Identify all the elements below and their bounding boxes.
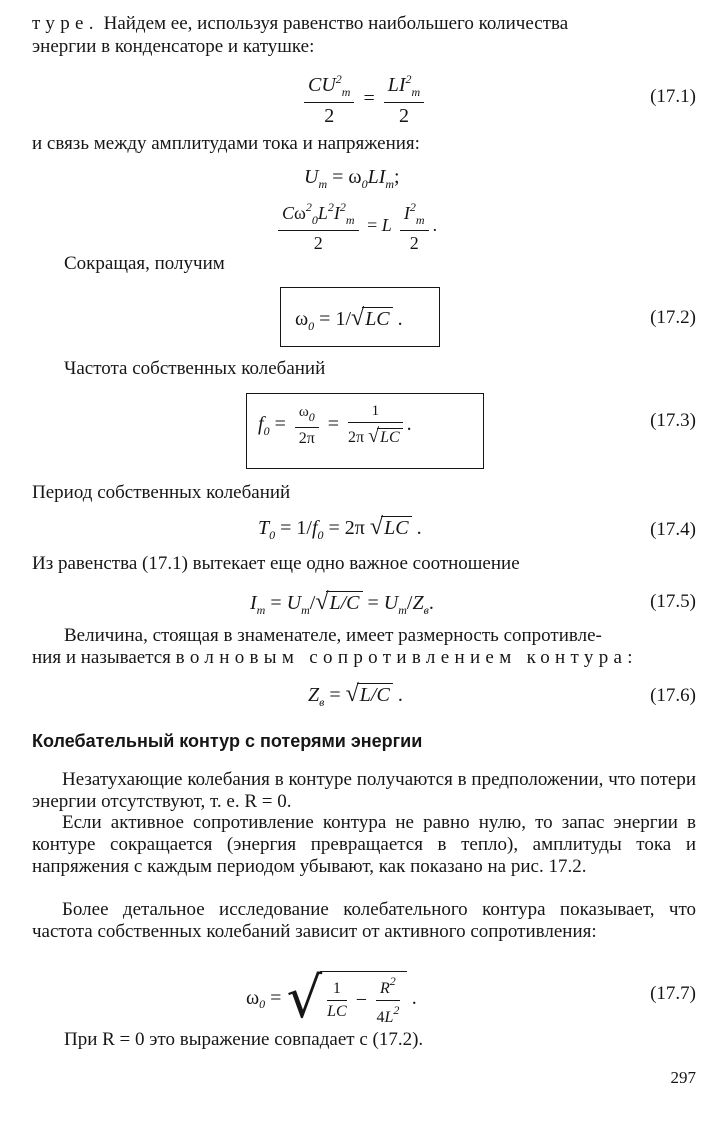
fraction-1-2pi-sqrt: $\frac{1}{2\pi √LC}$ xyxy=(348,403,403,448)
equation-um: $U_m = \omega_0LI_m$; xyxy=(304,166,400,191)
reducing-text: Сокращая, получим xyxy=(64,253,225,274)
natural-period-text: Период собственных колебаний xyxy=(32,482,291,503)
equation-17-7: $\omega_0$ = √ $\frac{1}{LC}$ − $\frac{R^2}{4L^2}$ . xyxy=(246,966,417,1031)
equation-17-5: $I_m = U_m/√L/C = U_m/Z_в$. xyxy=(250,589,434,617)
equation-17-4-number: (17.4) xyxy=(650,519,696,540)
equation-17-3-number: (17.3) xyxy=(650,410,696,431)
intro-line-1-start: туре. xyxy=(32,13,99,34)
fraction-cu2: $\frac{CU^2_m}{2}$ xyxy=(304,72,354,128)
equation-17-3: $f_0$ = $\frac{\omega_0}{2\pi}$ = $\frac{1}{2\pi √LC}$ . xyxy=(258,403,412,447)
natural-freq-text: Частота собственных колебаний xyxy=(64,358,326,379)
relation-text: и связь между амплитудами тока и напряжения: xyxy=(32,133,420,154)
intro-line-2: энергии в конденсаторе и катушке: xyxy=(32,36,315,57)
intro-line-1 xyxy=(32,13,568,35)
fraction-li2: $\frac{LI^2_m}{2}$ xyxy=(384,72,424,128)
closing-text: При R = 0 это выражение совпадает с (17.2). xyxy=(64,1029,424,1050)
equation-17-4: $T_0 = 1/f_0 = 2\pi$ √LC . xyxy=(258,514,422,542)
fraction-im2: $\frac{I^2_m}{2}$ xyxy=(400,200,429,254)
magnitude-text-2 xyxy=(32,647,638,669)
fraction-cw0l2: $\frac{C\omega^2_0L^2I^2_m}{2}$ xyxy=(278,200,359,254)
equation-17-7-number: (17.7) xyxy=(650,983,696,1004)
fraction-w0-2pi: $\frac{\omega_0}{2\pi}$ xyxy=(295,404,319,448)
section-heading: Колебательный контур с потерями энергии xyxy=(32,731,423,751)
paragraph-undamped xyxy=(32,769,696,813)
paragraph-undamped-text: Незатухающие колебания в контуре получаются в предположении, что потери энергии отсутствуют, т. е. R = 0. xyxy=(32,769,696,812)
wave-resistance-term: волновым сопротивлением контура: xyxy=(175,647,638,668)
magnitude-text-1: Величина, стоящая в знаменателе, имеет размерность сопротивле- xyxy=(64,625,602,646)
equation-17-1: $\frac{CU^2_m}{2}$ = $\frac{LI^2_m}{2}$ xyxy=(300,72,428,128)
paragraph-resistance xyxy=(32,812,696,878)
equation-17-6: $Z_в = √L/C$ . xyxy=(308,681,403,709)
equation-17-1-number: (17.1) xyxy=(650,86,696,107)
intro-line-1-rest: Найдем ее, используя равенство наибольшего количества xyxy=(98,13,569,34)
magnitude-text-2-start: ния и называется xyxy=(32,647,176,668)
paragraph-detailed-text: Более детальное исследование колебательного контура показывает, что частота собственных колебаний зависит от активного сопротивления: xyxy=(32,899,696,942)
equation-energy-balance: $\frac{C\omega^2_0L^2I^2_m}{2}$ = L $\frac{I^2_m}{2}$ . xyxy=(274,200,437,254)
paragraph-resistance-text: Если активное сопротивление контура не равно нулю, то запас энергии в контуре сокращается (энергия превращается в тепло), амплитуды тока и напряжения с каждым периодом убывают, как показано на рис. 17.2. xyxy=(32,812,696,877)
equation-17-2: $\omega_0 = 1/√LC$ . xyxy=(295,305,403,333)
fraction-r2-4l2: $\frac{R^2}{4L^2}$ xyxy=(376,973,400,1026)
fraction-1-lc: $\frac{1}{LC}$ xyxy=(327,979,347,1020)
equation-17-5-number: (17.5) xyxy=(650,591,696,612)
page-number: 297 xyxy=(670,1068,696,1087)
equality-text: Из равенства (17.1) вытекает еще одно важное соотношение xyxy=(32,553,520,574)
paragraph-detailed xyxy=(32,899,696,943)
equation-17-2-number: (17.2) xyxy=(650,307,696,328)
equation-17-6-number: (17.6) xyxy=(650,685,696,706)
